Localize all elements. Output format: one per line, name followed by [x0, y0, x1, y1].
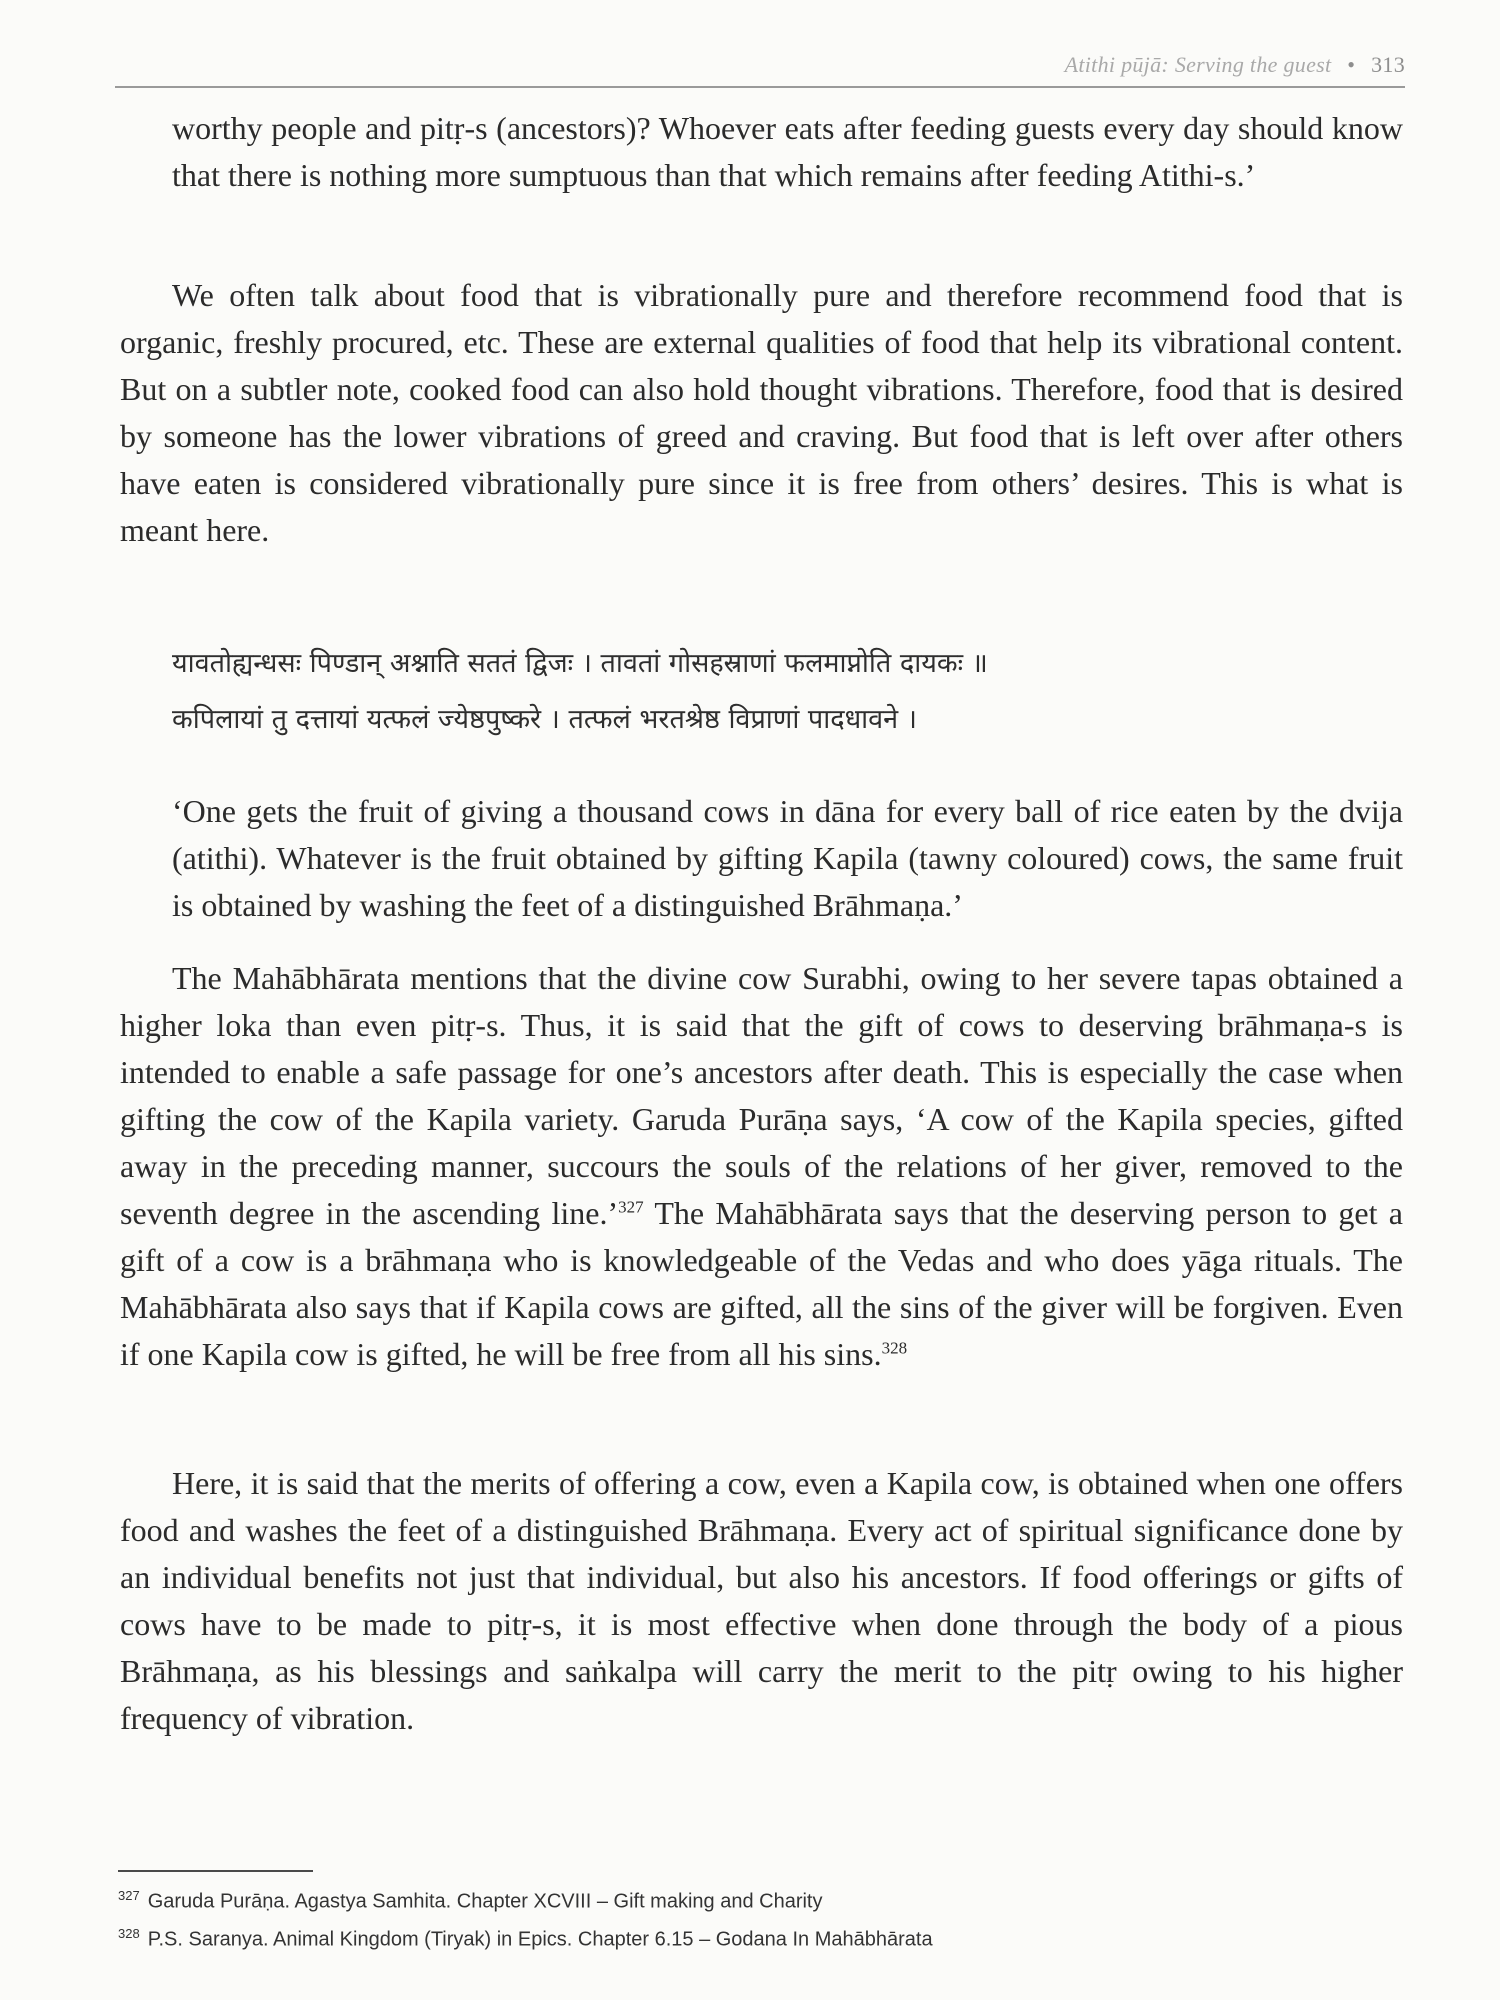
paragraph-4-part-b: The Mahābhārata says that the deserving person to get a gift of a cow is a brāhmaṇa who is knowledgeable of the Vedas and who does yāga rituals. The Mahābhārata also says that if Kapila cows are gifted, all the sins of the giver will be forgiven. Even if one Kapila cow is gifted, he will be free from all his sins.: [120, 1195, 1404, 1372]
verse-translation: [120, 788, 1403, 929]
paragraph-5: Here, it is said that the merits of offering a cow, even a Kapila cow, is obtained when one offers food and washes the feet of a distinguished Brāhmaṇa. Every act of spiritual significance done by an individual benefits not just that individual, but also his ancestors. If food offerings or gifts of cows have to be made to pitṛ-s, it is most effective when done through the body of a pious Brāhmaṇa, as his blessings and saṅkalpa will carry the merit to the pitṛ owing to his higher frequency of vibration.: [120, 1465, 1403, 1736]
footnote-ref-328[interactable]: 328: [881, 1338, 908, 1358]
footnotes: [118, 1880, 1318, 1955]
sanskrit-line-1: यावतोह्यन्धसः पिण्डान् अश्नाति सततं द्विजः । तावतां गोसहस्राणां फलमाप्नोति दायकः ॥: [172, 648, 988, 679]
commentary-1: [120, 272, 1403, 554]
quote-continuation: [120, 105, 1403, 199]
footnote-328: [118, 1918, 1318, 1956]
paragraph-4: [120, 955, 1403, 1378]
footnote-text: Garuda Purāṇa. Agastya Samhita. Chapter XCVIII – Gift making and Charity: [147, 1890, 823, 1913]
footnote-divider: [118, 1870, 313, 1872]
footnote-ref-327[interactable]: 327: [618, 1197, 644, 1217]
commentary-3: [120, 1460, 1403, 1742]
footnote-text: P.S. Saranya. Animal Kingdom (Tiryak) in Epics. Chapter 6.15 – Godana In Mahābhārata: [147, 1928, 933, 1951]
running-head: [1065, 52, 1405, 78]
paragraph-2: We often talk about food that is vibrationally pure and therefore recommend food that is organic, freshly procured, etc. These are external qualities of food that help its vibrational content. But on a subtler note, cooked food can also hold thought vibrations. Therefore, food that is desired by someone has the lower vibrations of greed and craving. But food that is left over after others have eaten is considered vibrationally pure since it is free from others’ desires. This is what is meant here.: [120, 277, 1403, 548]
sanskrit-line-2: कपिलायां तु दत्तायां यत्फलं ज्येष्ठपुष्करे । तत्फलं भरतश्रेष्ठ विप्राणां पादधावने ।: [172, 704, 917, 735]
paragraph-1: worthy people and pitṛ-s (ancestors)? Whoever eats after feeding guests every day should know that there is nothing more sumptuous than that which remains after feeding Atithi-s.’: [172, 110, 1403, 193]
running-title: Atithi pūjā: Serving the guest: [1064, 52, 1332, 77]
commentary-2: [120, 955, 1403, 1378]
page-header: [115, 28, 1405, 88]
sanskrit-verse: [172, 636, 1402, 748]
page-separator: •: [1347, 52, 1356, 77]
footnote-number: 328: [118, 1925, 140, 1941]
page-number: 313: [1371, 52, 1405, 77]
paragraph-4-part-a: The Mahābhārata mentions that the divine cow Surabhi, owing to her severe tapas obtained a higher loka than even pitṛ-s. Thus, it is said that the gift of cows to deserving brāhmaṇa-s is intended to enable a safe passage for one’s ancestors after death. This is especially the case when gifting the cow of the Kapila variety. Garuda Purāṇa says, ‘A cow of the Kapila species, gifted away in the preceding manner, succours the souls of the relations of her giver, removed to the seventh degree in the ascending line.’: [120, 960, 1403, 1231]
paragraph-3: ‘One gets the fruit of giving a thousand cows in dāna for every ball of rice eaten by the dvija (atithi). Whatever is the fruit obtained by gifting Kapila (tawny coloured) cows, the same fruit is obtained by washing the feet of a distinguished Brāhmaṇa.’: [172, 793, 1403, 923]
footnote-327: [118, 1880, 1318, 1918]
footnote-number: 327: [118, 1888, 140, 1903]
